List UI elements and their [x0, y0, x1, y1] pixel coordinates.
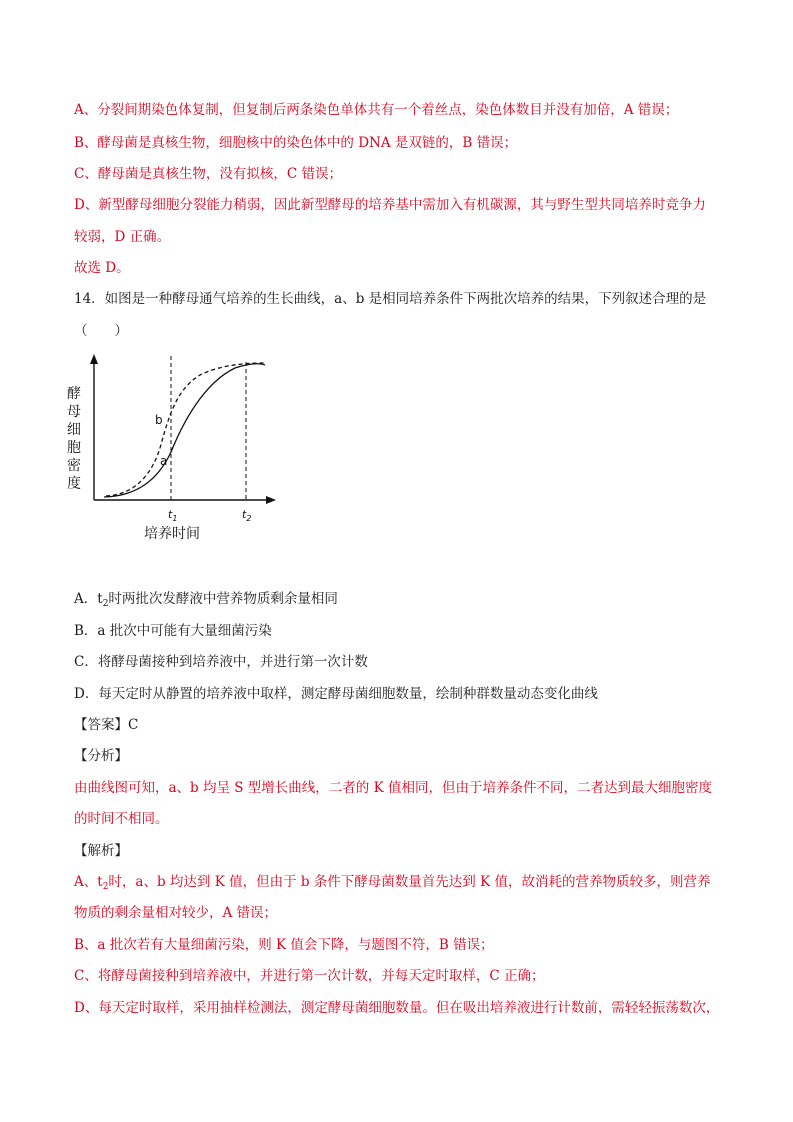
option-a: A．$t_2$时两批次发酵液中营养物质剩余量相同	[74, 591, 338, 609]
t1-tick-label: $t_1$	[168, 508, 178, 523]
explanation-line: 较弱，D 正确。	[74, 229, 171, 245]
detail-line: 物质的剩余量相对较少，A 错误；	[74, 905, 278, 921]
question-stem: 14．如图是一种酵母通气培养的生长曲线，a、b 是相同培养条件下两批次培养的结果，下列叙述合理的是	[74, 291, 707, 307]
y-axis-label-char: 母	[67, 404, 81, 420]
t2-tick-label: $t_2$	[242, 508, 252, 523]
analysis-heading: 【分析】	[74, 748, 128, 764]
question-stem-paren: （ ）	[74, 323, 128, 339]
curve-b	[106, 363, 265, 496]
analysis-line: 由曲线图可知，a、b 均呈 S 型增长曲线，二者的 K 值相同，但由于培养条件不同，二者达到最大细胞密度	[74, 780, 712, 796]
detail-line-a: A、$t_2$时，a、b 均达到 K 值，但由于 b 条件下酵母菌数量首先达到 K 值，故消耗的营养物质较多，则营养	[74, 874, 711, 892]
option-c: C．将酵母菌接种到培养液中，并进行第一次计数	[74, 654, 368, 670]
analysis-line: 的时间不相同。	[74, 811, 169, 827]
answer: 【答案】C	[74, 717, 139, 733]
growth-curve-figure	[60, 350, 290, 550]
curve-b-label: b	[155, 413, 163, 427]
detail-heading: 【解析】	[74, 843, 128, 859]
explanation-line: D、新型酵母细胞分裂能力稍弱，因此新型酵母的培养基中需加入有机碳源，其与野生型共同培养时竞争力	[74, 197, 706, 213]
curve-a-label: a	[160, 454, 168, 468]
y-axis-arrow	[90, 354, 98, 364]
y-axis-label-char: 细	[67, 422, 81, 438]
x-axis-label: 培养时间	[144, 526, 200, 542]
detail-line-b: B、a 批次若有大量细菌污染，则 K 值会下降，与题图不符，B 错误；	[74, 937, 494, 953]
y-axis-label-char: 胞	[67, 440, 81, 456]
y-axis-label-char: 度	[67, 476, 81, 492]
explanation-line: B、酵母菌是真核生物，细胞核中的染色体中的 DNA 是双链的，B 错误；	[74, 135, 518, 151]
explanation-line: A、分裂间期染色体复制，但复制后两条染色单体共有一个着丝点，染色体数目并没有加倍，A 错误；	[74, 102, 679, 118]
curve-a	[104, 364, 265, 497]
x-axis-arrow	[266, 496, 276, 504]
option-b: B．a 批次中可能有大量细菌污染	[74, 623, 272, 639]
y-axis-label-char: 密	[67, 458, 81, 474]
y-axis-label-char: 酵	[67, 386, 81, 402]
option-d: D．每天定时从静置的培养液中取样，测定酵母菌细胞数量，绘制种群数量动态变化曲线	[74, 686, 598, 702]
explanation-line: 故选 D。	[74, 260, 130, 276]
detail-line-d: D、每天定时取样，采用抽样检测法，测定酵母菌细胞数量。但在吸出培养液进行计数前，需轻轻振荡数次，	[74, 1000, 720, 1016]
detail-line-c: C、将酵母菌接种到培养液中，并进行第一次计数，并每天定时取样，C 正确；	[74, 968, 545, 984]
explanation-line: C、酵母菌是真核生物，没有拟核，C 错误；	[74, 166, 342, 182]
